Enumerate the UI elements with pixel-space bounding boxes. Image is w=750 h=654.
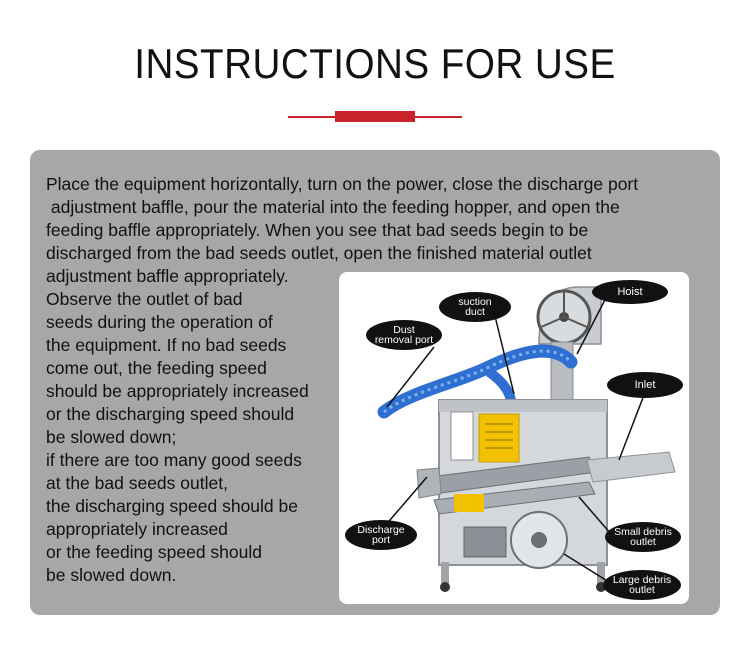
label-text: Dust <box>393 324 415 336</box>
label-discharge-port <box>345 520 417 550</box>
label-dust-removal-port <box>366 320 442 350</box>
instruction-line: or the feeding speed should <box>46 542 262 562</box>
instruction-line: discharged from the bad seeds outlet, open the finished material outlet <box>46 243 592 263</box>
label-suction-duct <box>439 292 511 322</box>
instruction-line: at the bad seeds outlet, <box>46 473 228 493</box>
instruction-line: Observe the outlet of bad <box>46 289 243 309</box>
machine-photo <box>339 272 689 604</box>
label-text: Hoist <box>617 286 643 298</box>
instruction-line: appropriately increased <box>46 519 228 539</box>
instructions-text-wide <box>46 173 726 265</box>
instruction-line: or the discharging speed should <box>46 404 295 424</box>
instruction-line: Place the equipment horizontally, turn on the power, close the discharge port <box>46 174 639 194</box>
instruction-line: seeds during the operation of <box>46 312 273 332</box>
instruction-line: adjustment baffle, pour the material into the feeding hopper, and open the <box>46 197 620 217</box>
instruction-line: if there are too many good seeds <box>46 450 302 470</box>
label-text: suction <box>458 296 492 308</box>
instruction-line: the discharging speed should be <box>46 496 298 516</box>
label-text: outlet <box>630 536 656 548</box>
instruction-line: be slowed down. <box>46 565 177 585</box>
label-large-debris-outlet <box>603 570 681 600</box>
label-inlet <box>607 372 683 398</box>
label-hoist <box>592 280 668 304</box>
instruction-line: should be appropriately increased <box>46 381 309 401</box>
instructions-text-narrow <box>46 265 346 587</box>
label-text: port <box>371 534 391 546</box>
label-text: removal port <box>374 334 434 346</box>
instruction-line: be slowed down; <box>46 427 177 447</box>
label-text: Small debris <box>614 526 672 538</box>
label-text: duct <box>465 306 485 318</box>
instruction-line: the equipment. If no bad seeds <box>46 335 287 355</box>
label-text: outlet <box>629 584 655 596</box>
label-text: Discharge <box>357 524 405 536</box>
title-divider-accent <box>335 111 415 122</box>
instruction-line: feeding baffle appropriately. When you see that bad seeds begin to be <box>46 220 589 240</box>
label-small-debris-outlet <box>605 522 681 552</box>
page-title: INSTRUCTIONS FOR USE <box>134 40 616 87</box>
instruction-line: come out, the feeding speed <box>46 358 267 378</box>
instruction-line: adjustment baffle appropriately. <box>46 266 289 286</box>
label-text: Large debris <box>612 574 672 586</box>
label-text: Inlet <box>634 379 656 391</box>
